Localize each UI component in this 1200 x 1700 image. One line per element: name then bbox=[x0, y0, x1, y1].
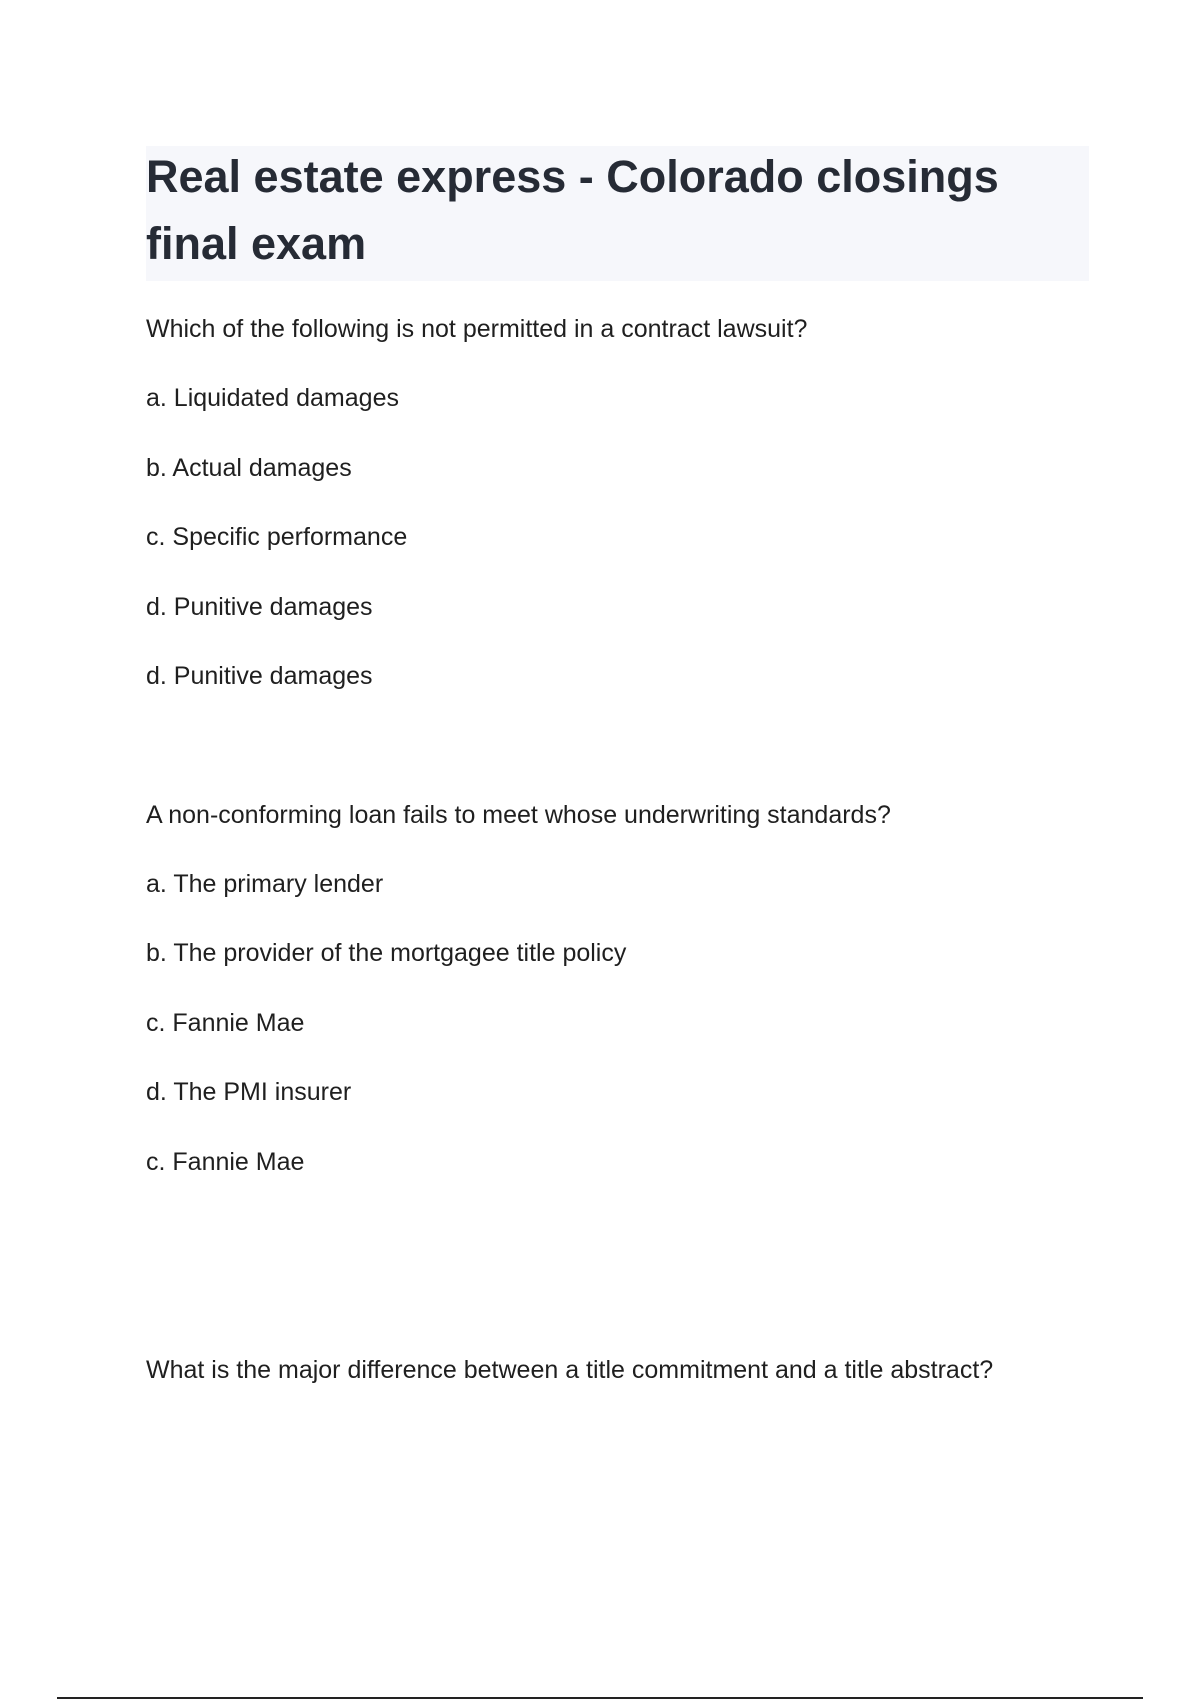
question-2-answer: c. Fannie Mae bbox=[146, 1148, 305, 1176]
question-1-option-c: c. Specific performance bbox=[146, 523, 408, 551]
question-1-option-d: d. Punitive damages bbox=[146, 593, 373, 621]
question-2-option-c: c. Fannie Mae bbox=[146, 1009, 305, 1037]
page-bottom-divider bbox=[57, 1697, 1143, 1699]
question-2-option-b: b. The provider of the mortgagee title policy bbox=[146, 939, 627, 967]
question-1-option-b: b. Actual damages bbox=[146, 454, 352, 482]
question-1-answer: d. Punitive damages bbox=[146, 662, 373, 690]
question-1-text: Which of the following is not permitted in a contract lawsuit? bbox=[146, 315, 808, 343]
question-2-option-d: d. The PMI insurer bbox=[146, 1078, 352, 1106]
question-3-text: What is the major difference between a title commitment and a title abstract? bbox=[146, 1356, 994, 1384]
question-2-text: A non-conforming loan fails to meet whose underwriting standards? bbox=[146, 801, 891, 829]
page-title: Real estate express - Colorado closings final exam bbox=[146, 151, 999, 269]
question-2-option-a: a. The primary lender bbox=[146, 870, 384, 898]
question-1-option-a: a. Liquidated damages bbox=[146, 384, 399, 412]
